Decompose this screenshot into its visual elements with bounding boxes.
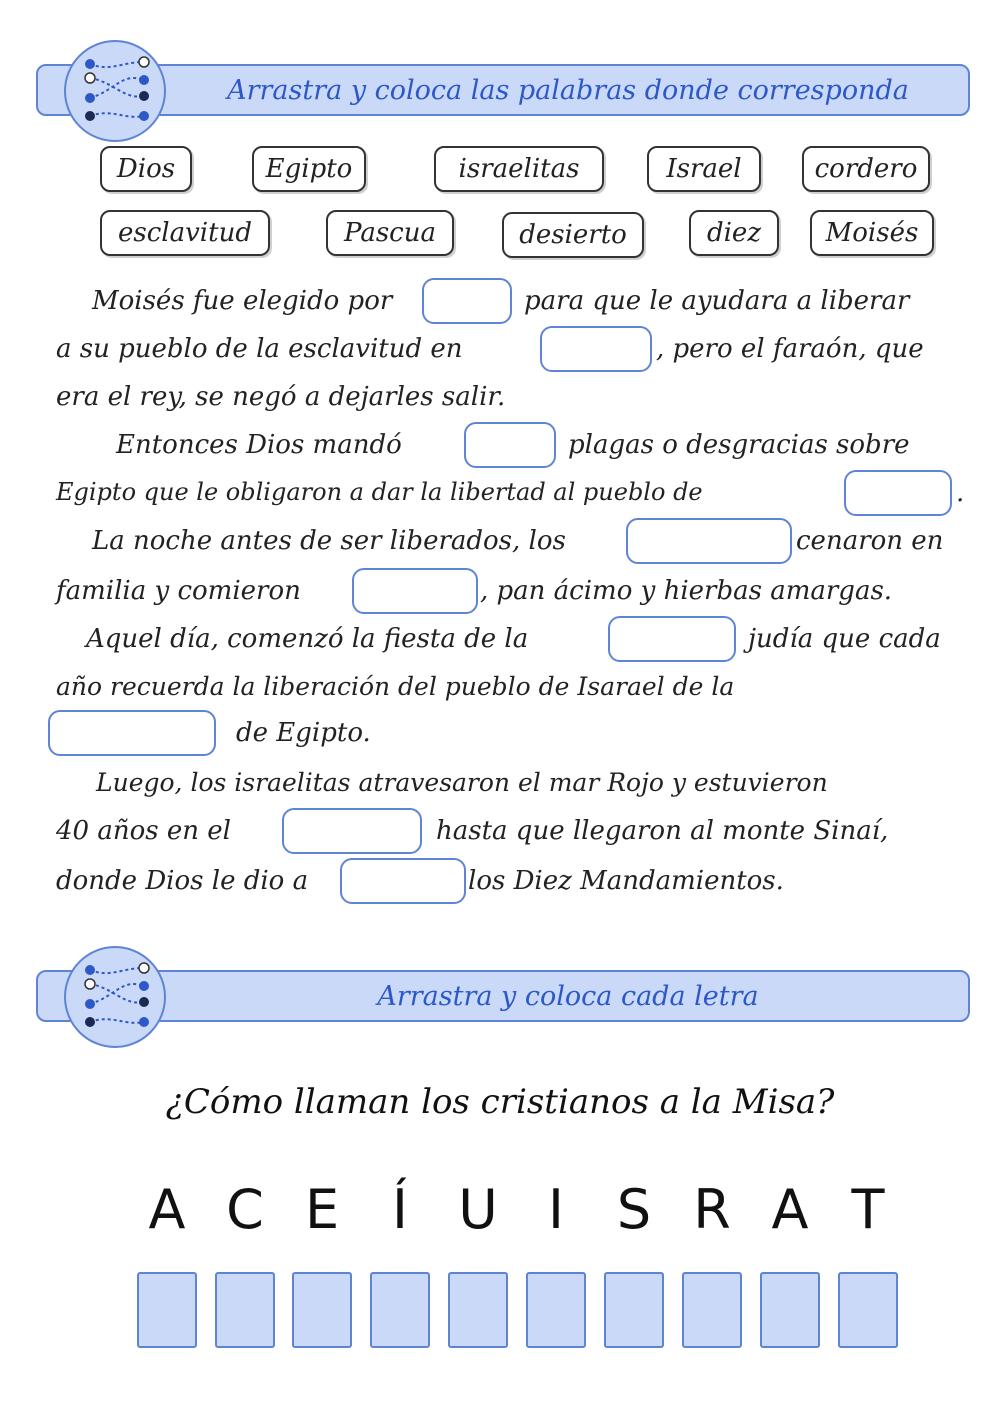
text-segment: La noche antes de ser liberados, los [92,526,566,556]
letter-drop-slot[interactable] [526,1272,586,1348]
drop-zone[interactable] [844,470,952,516]
matching-lines-icon [64,40,166,142]
text-segment: de Egipto. [236,718,371,748]
text-segment: a su pueblo de la esclavitud en [56,334,463,364]
text-segment: plagas o desgracias sobre [568,430,910,460]
word-tile-diez[interactable]: diez [689,210,779,256]
text-segment: Egipto que le obligaron a dar la libertad al pueblo de [56,478,703,506]
letter-tile[interactable]: I [548,1178,564,1241]
drop-zone[interactable] [282,808,422,854]
drop-zone[interactable] [608,616,736,662]
letter-drop-slot[interactable] [838,1272,898,1348]
letter-drop-slot[interactable] [137,1272,197,1348]
word-tile-cordero[interactable]: cordero [802,146,930,192]
section2-banner [36,970,970,1022]
letter-drop-slot[interactable] [448,1272,508,1348]
text-segment: para que le ayudara a liberar [524,286,910,316]
drop-zone[interactable] [540,326,652,372]
word-tile-dios[interactable]: Dios [100,146,192,192]
question-text: ¿Cómo llaman los cristianos a la Misa? [165,1082,835,1122]
word-tile-desierto[interactable]: desierto [502,212,644,258]
text-line [56,808,970,856]
letter-tile[interactable]: A [148,1178,186,1241]
drop-zone[interactable] [352,568,478,614]
text-line [56,278,970,326]
letter-drop-slot[interactable] [215,1272,275,1348]
word-tile-moises[interactable]: Moisés [810,210,934,256]
letter-drop-slot[interactable] [292,1272,352,1348]
text-segment: , pan ácimo y hierbas amargas. [480,576,893,606]
text-segment: 40 años en el [56,816,231,846]
text-segment: , pero el faraón, que [656,334,924,364]
drop-zone[interactable] [626,518,792,564]
text-segment: familia y comieron [56,576,301,606]
text-line [56,710,970,758]
drop-zone[interactable] [422,278,512,324]
text-line [56,760,970,808]
letter-drop-slot[interactable] [370,1272,430,1348]
letter-tile[interactable]: C [226,1178,264,1241]
letter-tile[interactable]: E [304,1178,340,1241]
text-line [56,470,970,518]
letter-drop-slot[interactable] [760,1272,820,1348]
word-tile-egipto[interactable]: Egipto [252,146,366,192]
word-tile-israelitas[interactable]: israelitas [434,146,604,192]
drop-zone[interactable] [340,858,466,904]
text-line [56,422,970,470]
word-tile-pascua[interactable]: Pascua [326,210,454,256]
text-segment: Luego, los israelitas atravesaron el mar Rojo y estuvieron [96,768,828,797]
text-segment: Aquel día, comenzó la fiesta de la [86,624,529,654]
text-line [56,374,970,422]
section1-title: Arrastra y coloca las palabras donde corresponda [227,74,909,106]
text-segment: año recuerda la liberación del pueblo de Isarael de la [56,672,735,701]
text-segment: judía que cada [748,624,941,654]
text-segment: . [956,478,965,508]
text-line [56,616,970,664]
text-segment: donde Dios le dio a [56,866,309,896]
section1-banner [36,64,970,116]
text-segment: Entonces Dios mandó [116,430,402,460]
letter-drop-slot[interactable] [682,1272,742,1348]
letter-tile[interactable]: S [616,1178,652,1241]
text-segment: Moisés fue elegido por [92,286,393,316]
text-line [56,518,970,566]
text-segment: era el rey, se negó a dejarles salir. [56,382,506,412]
word-tile-esclavitud[interactable]: esclavitud [100,210,270,256]
word-tile-israel[interactable]: Israel [647,146,761,192]
text-line [56,326,970,374]
letter-tile[interactable]: U [458,1178,498,1241]
text-line [56,568,970,616]
text-line [56,664,970,712]
drop-zone[interactable] [464,422,556,468]
letter-tile[interactable]: R [693,1178,731,1241]
text-segment: los Diez Mandamientos. [468,866,784,896]
section2-title: Arrastra y coloca cada letra [377,980,759,1012]
text-line [56,858,970,906]
text-segment: cenaron en [796,526,944,556]
drop-zone[interactable] [48,710,216,756]
matching-lines-icon [64,946,166,1048]
letter-tile[interactable]: Í [392,1178,408,1241]
letter-tile[interactable]: A [771,1178,809,1241]
letter-tile[interactable]: T [851,1178,885,1241]
letter-drop-slot[interactable] [604,1272,664,1348]
text-segment: hasta que llegaron al monte Sinaí, [436,816,889,846]
